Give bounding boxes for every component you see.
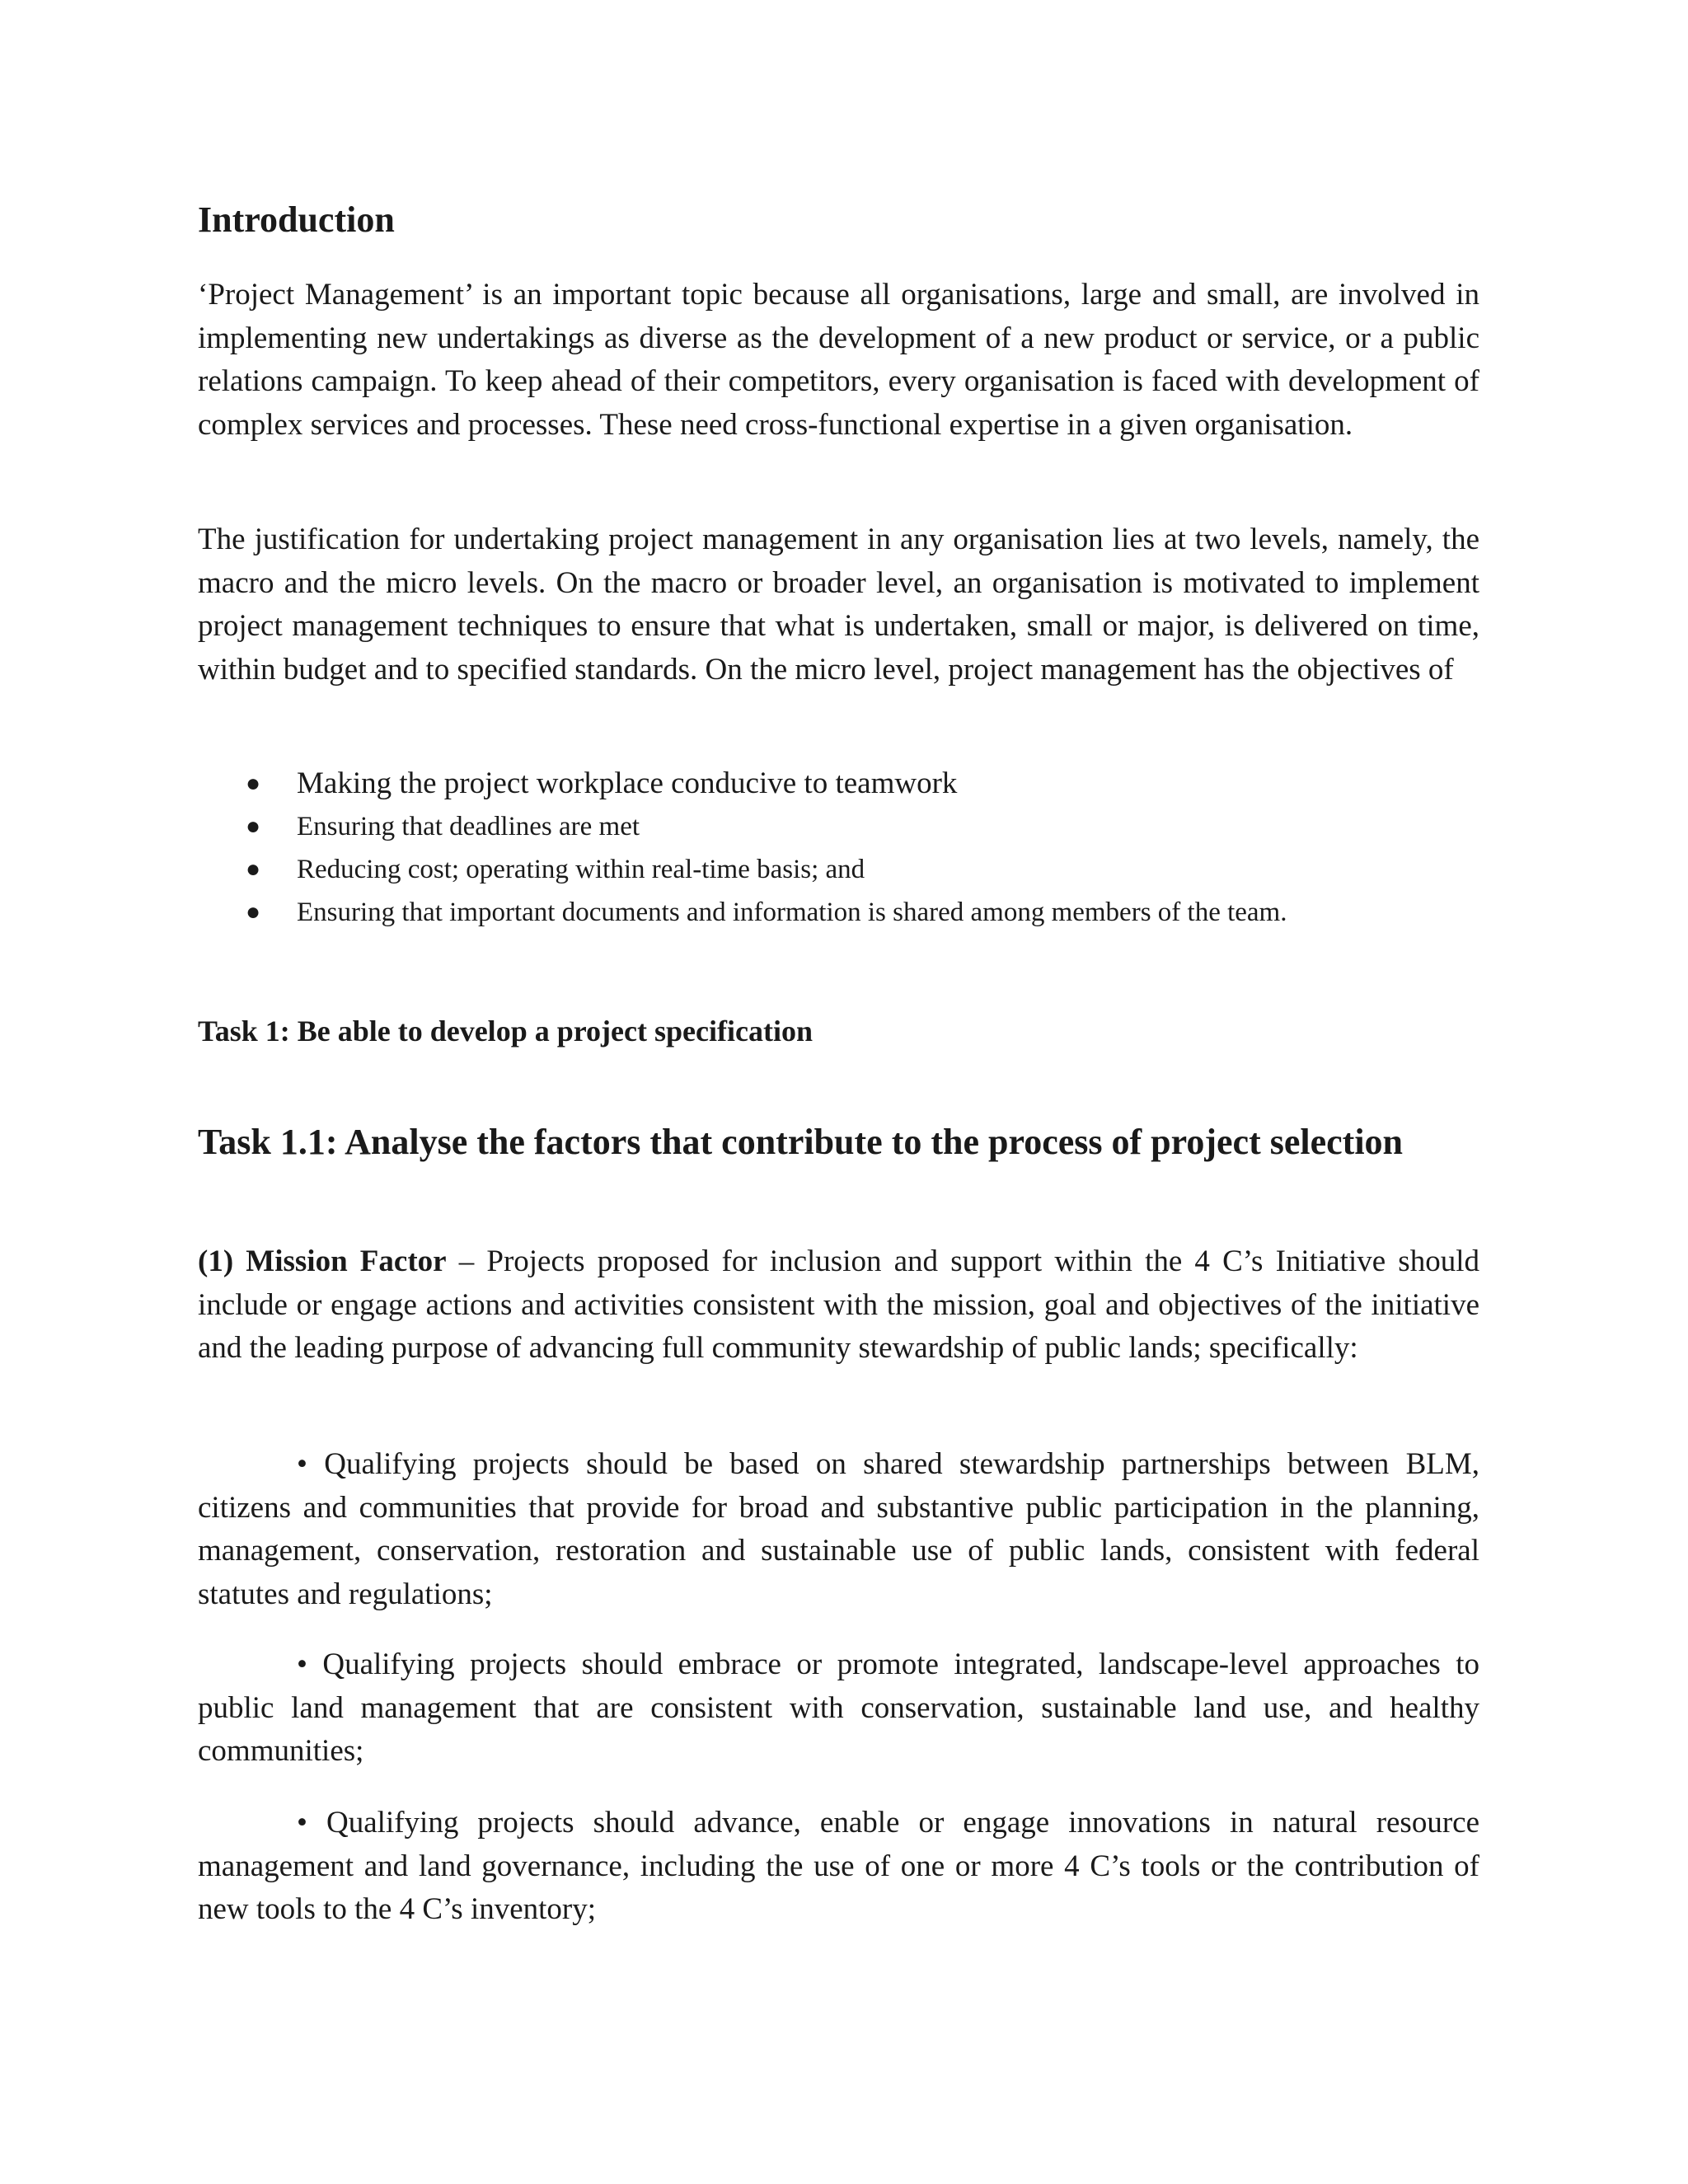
intro-paragraph-2: The justification for undertaking project management in any organisation lies at two levels, namely, the macro and the micro levels. On the macro or broader level, an organisation is motivated to implement project management techniques to ensure that what is undertaken, small or major, is delivered on time, within budget and to specified standards. On the micro level, project management has the objectives of xyxy=(198,523,1479,687)
intro-paragraph-1: ‘Project Management’ is an important topic because all organisations, large and small, are involved in implementing new undertakings as diverse as the development of a new product or service, or a public relations campaign. To keep ahead of their competitors, every organisation is faced with development of complex services and processes. These need cross-functional expertise in a given organisation. xyxy=(198,278,1479,442)
bullet-icon: ● xyxy=(246,898,261,926)
introduction-heading: Introduction xyxy=(198,199,395,240)
mission-factor-paragraph xyxy=(198,1240,1479,1371)
objectives-list xyxy=(198,762,1479,934)
list-item-text: Ensuring that deadlines are met xyxy=(297,812,640,841)
bullet-icon: ● xyxy=(246,813,261,840)
list-item-text: Reducing cost; operating within real-time basis; and xyxy=(297,855,865,884)
qualifying-point-2 xyxy=(198,1643,1479,1774)
bullet-icon: ● xyxy=(246,855,261,883)
list-item xyxy=(198,891,1479,934)
qualifying-point-3 xyxy=(198,1802,1479,1932)
task-1-heading: Task 1: Be able to develop a project specification xyxy=(198,1015,813,1047)
qualifying-point-1 xyxy=(198,1443,1479,1616)
list-item-text: Making the project workplace conducive to teamwork xyxy=(297,766,958,800)
mission-factor-text: – Projects proposed for inclusion and support within the 4 C’s Initiative should include or engage actions and activities consistent with the mission, goal and objectives of the initiative and the leading purpose of advancing full community stewardship of public lands; specifically: xyxy=(198,1244,1479,1365)
qualifying-point-text: • Qualifying projects should embrace or promote integrated, landscape-level approaches to public land management that are consistent with conservation, sustainable land use, and healthy communities; xyxy=(198,1647,1479,1768)
list-item xyxy=(198,848,1479,891)
qualifying-point-text: • Qualifying projects should be based on shared stewardship partnerships between BLM, citizens and communities that provide for broad and substantive public participation in the planning, management, conservation, restoration and sustainable use of public lands, consistent with federal statutes and regulations; xyxy=(198,1447,1479,1611)
bullet-icon: ● xyxy=(246,770,261,797)
mission-factor-label: (1) Mission Factor xyxy=(198,1244,447,1278)
list-item-text: Ensuring that important documents and information is shared among members of the team. xyxy=(297,898,1287,927)
list-item xyxy=(198,762,1479,805)
task-1-1-heading: Task 1.1: Analyse the factors that contribute to the process of project selection xyxy=(198,1122,1404,1162)
qualifying-point-text: • Qualifying projects should advance, enable or engage innovations in natural resource management and land governance, including the use of one or more 4 C’s tools or the contribution of new tools to the 4 C’s inventory; xyxy=(198,1806,1479,1926)
list-item xyxy=(198,805,1479,848)
